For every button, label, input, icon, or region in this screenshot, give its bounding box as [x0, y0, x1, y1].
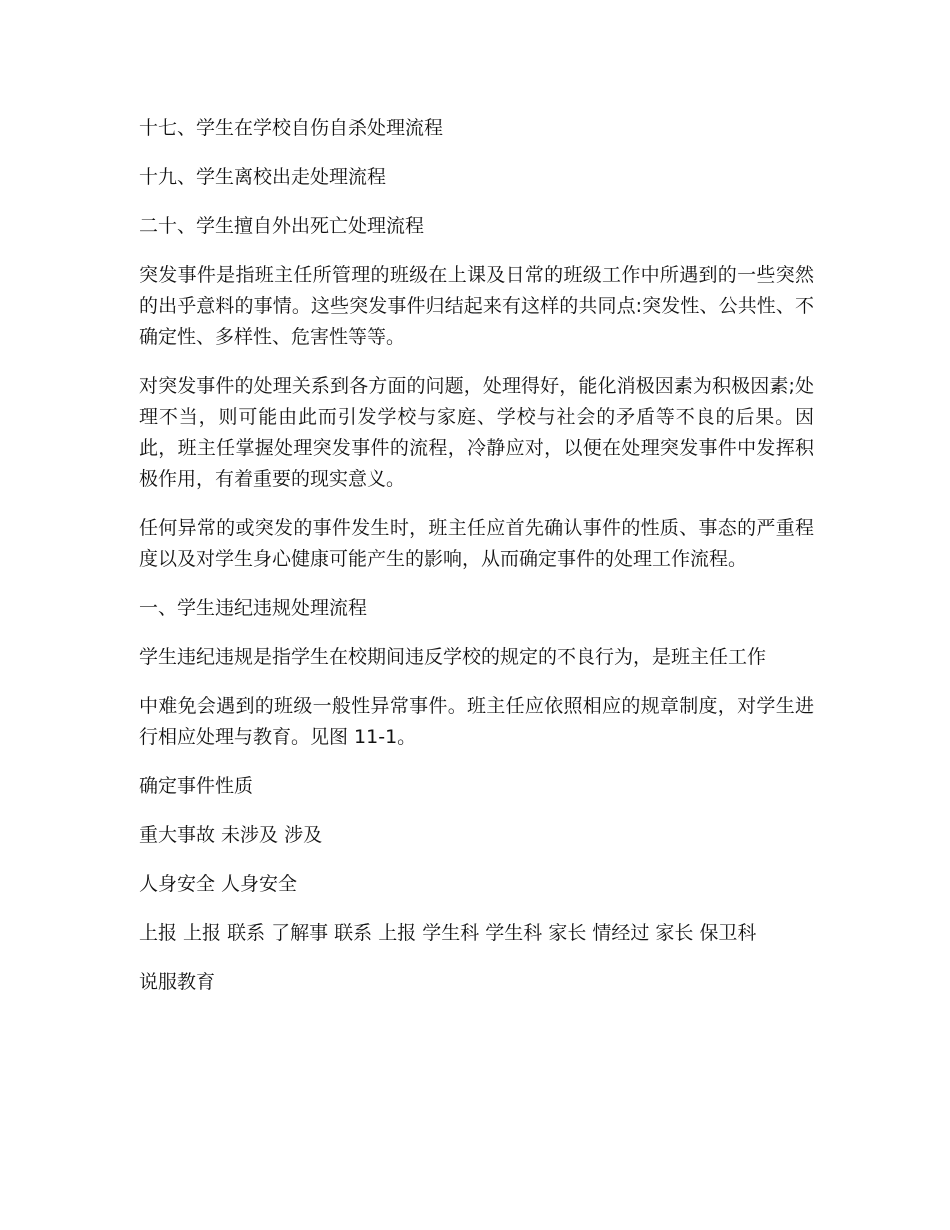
flowchart-text-personal-safety: 人身安全 人身安全: [139, 873, 298, 895]
flowchart-text-accident-types: 重大事故 未涉及 涉及: [139, 824, 323, 846]
body-paragraph-violation: 学生违纪违规是指学生在校期间违反学校的规定的不良行为，是班主任工作: [139, 646, 767, 668]
heading-17: 十七、学生在学校自伤自杀处理流程: [139, 117, 444, 139]
flowchart-text-determine-nature: 确定事件性质: [139, 775, 254, 797]
document-page: [139, 113, 814, 1016]
heading-20: 二十、学生擅自外出死亡处理流程: [139, 215, 425, 237]
heading-1: 一、学生违纪违规处理流程: [139, 597, 368, 619]
body-paragraph-handling: 中难免会遇到的班级一般性异常事件。班主任应依照相应的规章制度，对学生进行相应处理与教育。见图 11-1。: [139, 695, 814, 748]
flowchart-text-actions: 上报 上报 联系 了解事 联系 上报 学生科 学生科 家长 情经过 家长 保卫科: [139, 922, 757, 944]
intro-paragraph-definition: 突发事件是指班主任所管理的班级在上课及日常的班级工作中所遇到的一些突然的出乎意料的事情。这些突发事件归结起来有这样的共同点:突发性、公共性、不确定性、多样性、危害性等等。: [139, 264, 814, 348]
heading-19: 十九、学生离校出走处理流程: [139, 166, 387, 188]
intro-paragraph-importance: 对突发事件的处理关系到各方面的问题，处理得好，能化消极因素为积极因素;处理不当，则可能由此而引发学校与家庭、学校与社会的矛盾等不良的后果。因此，班主任掌握处理突发事件的流程，冷静应对，以便在处理突发事件中发挥积极作用，有着重要的现实意义。: [139, 375, 814, 490]
intro-paragraph-procedure: 任何异常的或突发的事件发生时，班主任应首先确认事件的性质、事态的严重程度以及对学生身心健康可能产生的影响，从而确定事件的处理工作流程。: [139, 517, 814, 570]
flowchart-text-persuade: 说服教育: [139, 971, 216, 993]
